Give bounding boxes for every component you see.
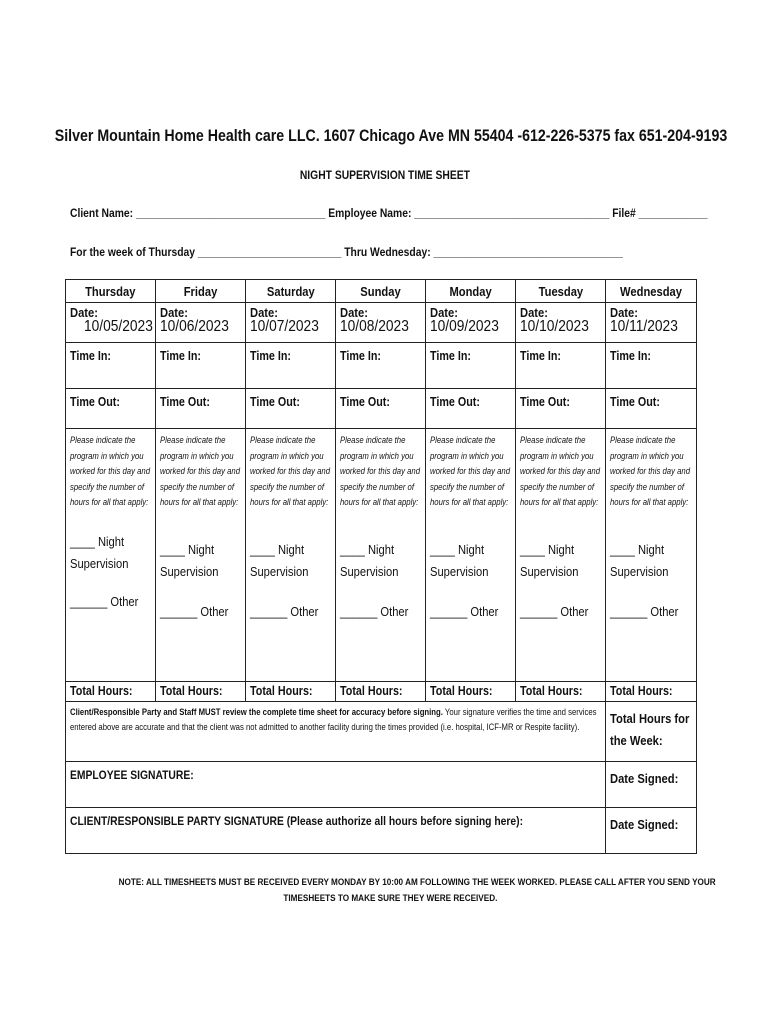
- date-cell-friday[interactable]: [156, 303, 246, 343]
- time-in-label: Time In:: [610, 349, 652, 363]
- footer-line-2: TIMESHEETS TO MAKE SURE THEY WERE RECEIVED.: [283, 893, 497, 904]
- time-in-row: [66, 343, 697, 389]
- date-label: Date:: [430, 305, 458, 320]
- time-in-cell-sunday[interactable]: [336, 343, 426, 389]
- day-header-row: [66, 280, 697, 303]
- program-instructions: Please indicate the program in which you worked for this day and specify the number of hours for all that apply:: [70, 435, 151, 507]
- day-header-saturday: [246, 280, 336, 303]
- day-header-wednesday: [606, 280, 697, 303]
- other-option[interactable]: ______ Other: [160, 603, 229, 619]
- time-in-cell-friday[interactable]: [156, 343, 246, 389]
- program-cell-saturday[interactable]: [246, 429, 336, 682]
- day-name: Thursday: [85, 283, 136, 299]
- day-name: Monday: [449, 283, 492, 299]
- other-option[interactable]: ______ Other: [340, 603, 409, 619]
- employee-signature-cell[interactable]: [66, 762, 606, 808]
- time-out-label: Time Out:: [340, 395, 390, 409]
- time-in-cell-tuesday[interactable]: [516, 343, 606, 389]
- client-employee-line[interactable]: [70, 206, 770, 220]
- program-instructions: Please indicate the program in which you worked for this day and specify the number of hours for all that apply:: [340, 435, 421, 507]
- total-hours-row: [66, 682, 697, 702]
- time-out-cell-friday[interactable]: [156, 389, 246, 429]
- week-range-line[interactable]: [70, 245, 713, 259]
- date-cell-wednesday[interactable]: [606, 303, 697, 343]
- review-statement: [66, 702, 606, 762]
- review-rest: Your signature verifies the time and services entered above are accurate and that the client was not admitted to another facility during the times provided (i.e. hospital, ICF-MR or Respite facility).: [70, 707, 597, 732]
- client-signature-row: [66, 808, 697, 854]
- other-option[interactable]: ______ Other: [610, 603, 679, 619]
- day-header-tuesday: [516, 280, 606, 303]
- day-name: Sunday: [360, 283, 401, 299]
- total-hours-label: Total Hours:: [430, 684, 493, 698]
- program-instructions: Please indicate the program in which you worked for this day and specify the number of hours for all that apply:: [610, 435, 691, 507]
- date-cell-saturday[interactable]: [246, 303, 336, 343]
- client-date-signed-cell[interactable]: [606, 808, 697, 854]
- review-text: [70, 705, 603, 735]
- night-supervision-option[interactable]: ____ Night Supervision: [520, 541, 579, 579]
- date-label: Date:: [610, 305, 638, 320]
- day-name: Saturday: [266, 283, 315, 299]
- total-hours-label: Total Hours:: [250, 684, 313, 698]
- client-signature-label: CLIENT/RESPONSIBLE PARTY SIGNATURE (Please authorize all hours before signing here):: [70, 814, 524, 828]
- time-in-label: Time In:: [340, 349, 382, 363]
- night-supervision-option[interactable]: ____ Night Supervision: [160, 541, 219, 579]
- program-cell-wednesday[interactable]: [606, 429, 697, 682]
- date-value: 10/09/2023: [430, 318, 499, 335]
- client-line-text: Client Name: _________________________________ Employee Name: __________________________________ File# ____________: [70, 206, 708, 220]
- time-out-row: [66, 389, 697, 429]
- date-value: 10/06/2023: [160, 318, 229, 335]
- client-date-signed-label: Date Signed:: [610, 817, 679, 832]
- total-hours-cell-thursday[interactable]: [66, 682, 156, 702]
- time-out-label: Time Out:: [70, 395, 120, 409]
- program-row: [66, 429, 697, 682]
- time-out-label: Time Out:: [520, 395, 570, 409]
- night-supervision-option[interactable]: ____ Night Supervision: [250, 541, 309, 579]
- date-cell-thursday[interactable]: [66, 303, 156, 343]
- night-supervision-option[interactable]: ____ Night Supervision: [430, 541, 489, 579]
- time-out-label: Time Out:: [160, 395, 210, 409]
- time-out-cell-thursday[interactable]: [66, 389, 156, 429]
- day-header-thursday: [66, 280, 156, 303]
- program-cell-sunday[interactable]: [336, 429, 426, 682]
- review-bold: Client/Responsible Party and Staff MUST review the complete time sheet for accuracy before signing.: [70, 707, 443, 717]
- date-value: 10/11/2023: [610, 318, 678, 335]
- timesheet-table: [65, 279, 697, 854]
- total-week-cell[interactable]: [606, 702, 697, 762]
- total-hours-cell-sunday[interactable]: [336, 682, 426, 702]
- other-option[interactable]: ______ Other: [250, 603, 319, 619]
- day-header-friday: [156, 280, 246, 303]
- time-in-cell-saturday[interactable]: [246, 343, 336, 389]
- date-value: 10/08/2023: [340, 318, 409, 335]
- footer-note: [70, 875, 716, 907]
- time-out-label: Time Out:: [250, 395, 300, 409]
- employee-signature-label: EMPLOYEE SIGNATURE:: [70, 768, 194, 782]
- program-instructions: Please indicate the program in which you worked for this day and specify the number of hours for all that apply:: [160, 435, 241, 507]
- time-in-label: Time In:: [70, 349, 112, 363]
- date-cell-monday[interactable]: [426, 303, 516, 343]
- time-out-cell-sunday[interactable]: [336, 389, 426, 429]
- program-instructions: Please indicate the program in which you worked for this day and specify the number of hours for all that apply:: [520, 435, 601, 507]
- time-in-cell-wednesday[interactable]: [606, 343, 697, 389]
- time-in-label: Time In:: [250, 349, 292, 363]
- total-hours-cell-friday[interactable]: [156, 682, 246, 702]
- other-option[interactable]: ______ Other: [520, 603, 589, 619]
- time-in-label: Time In:: [430, 349, 472, 363]
- time-out-label: Time Out:: [430, 395, 480, 409]
- total-hours-label: Total Hours:: [340, 684, 403, 698]
- review-row: [66, 702, 697, 762]
- other-option[interactable]: ______ Other: [70, 593, 139, 609]
- program-cell-monday[interactable]: [426, 429, 516, 682]
- day-name: Tuesday: [538, 283, 583, 299]
- total-hours-label: Total Hours:: [610, 684, 673, 698]
- company-header: [0, 127, 770, 146]
- time-in-label: Time In:: [520, 349, 562, 363]
- date-label: Date:: [70, 305, 98, 320]
- date-value: 10/05/2023: [84, 318, 153, 335]
- time-out-label: Time Out:: [610, 395, 660, 409]
- sheet-title-text: NIGHT SUPERVISION TIME SHEET: [299, 168, 471, 182]
- employee-date-signed-label: Date Signed:: [610, 771, 679, 786]
- day-name: Friday: [183, 283, 218, 299]
- date-label: Date:: [520, 305, 548, 320]
- time-out-cell-monday[interactable]: [426, 389, 516, 429]
- employee-date-signed-cell[interactable]: [606, 762, 697, 808]
- date-cell-tuesday[interactable]: [516, 303, 606, 343]
- total-hours-cell-wednesday[interactable]: [606, 682, 697, 702]
- date-value: 10/10/2023: [520, 318, 589, 335]
- total-hours-cell-monday[interactable]: [426, 682, 516, 702]
- time-in-label: Time In:: [160, 349, 202, 363]
- program-instructions: Please indicate the program in which you worked for this day and specify the number of hours for all that apply:: [250, 435, 331, 507]
- night-supervision-option[interactable]: ____ Night Supervision: [70, 533, 129, 571]
- day-header-sunday: [336, 280, 426, 303]
- date-cell-sunday[interactable]: [336, 303, 426, 343]
- employee-signature-row: [66, 762, 697, 808]
- date-label: Date:: [340, 305, 368, 320]
- time-in-cell-thursday[interactable]: [66, 343, 156, 389]
- time-out-cell-saturday[interactable]: [246, 389, 336, 429]
- total-week-label: Total Hours for the Week:: [610, 711, 690, 748]
- program-cell-friday[interactable]: [156, 429, 246, 682]
- company-line: Silver Mountain Home Health care LLC. 1607 Chicago Ave MN 55404 -612-226-5375 fax 651-204-9193: [54, 127, 728, 145]
- sheet-title: [0, 168, 770, 182]
- time-in-cell-monday[interactable]: [426, 343, 516, 389]
- day-header-monday: [426, 280, 516, 303]
- program-cell-thursday[interactable]: [66, 429, 156, 682]
- other-option[interactable]: ______ Other: [430, 603, 499, 619]
- client-signature-cell[interactable]: [66, 808, 606, 854]
- time-out-cell-wednesday[interactable]: [606, 389, 697, 429]
- week-line-text: For the week of Thursday _________________________ Thru Wednesday: _________________________________: [70, 245, 623, 259]
- total-hours-label: Total Hours:: [70, 684, 133, 698]
- day-name: Wednesday: [620, 283, 682, 299]
- total-hours-cell-saturday[interactable]: [246, 682, 336, 702]
- time-out-cell-tuesday[interactable]: [516, 389, 606, 429]
- total-hours-cell-tuesday[interactable]: [516, 682, 606, 702]
- program-cell-tuesday[interactable]: [516, 429, 606, 682]
- total-hours-label: Total Hours:: [520, 684, 583, 698]
- footer-line-1: NOTE: ALL TIMESHEETS MUST BE RECEIVED EVERY MONDAY BY 10:00 AM FOLLOWING THE WEEK WORKED. PLEASE CALL AFTER YOU SEND YOUR: [118, 877, 716, 888]
- program-instructions: Please indicate the program in which you worked for this day and specify the number of hours for all that apply:: [430, 435, 511, 507]
- night-supervision-option[interactable]: ____ Night Supervision: [340, 541, 399, 579]
- night-supervision-option[interactable]: ____ Night Supervision: [610, 541, 669, 579]
- date-row: [66, 303, 697, 343]
- date-label: Date:: [250, 305, 278, 320]
- date-label: Date:: [160, 305, 188, 320]
- total-hours-label: Total Hours:: [160, 684, 223, 698]
- date-value: 10/07/2023: [250, 318, 319, 335]
